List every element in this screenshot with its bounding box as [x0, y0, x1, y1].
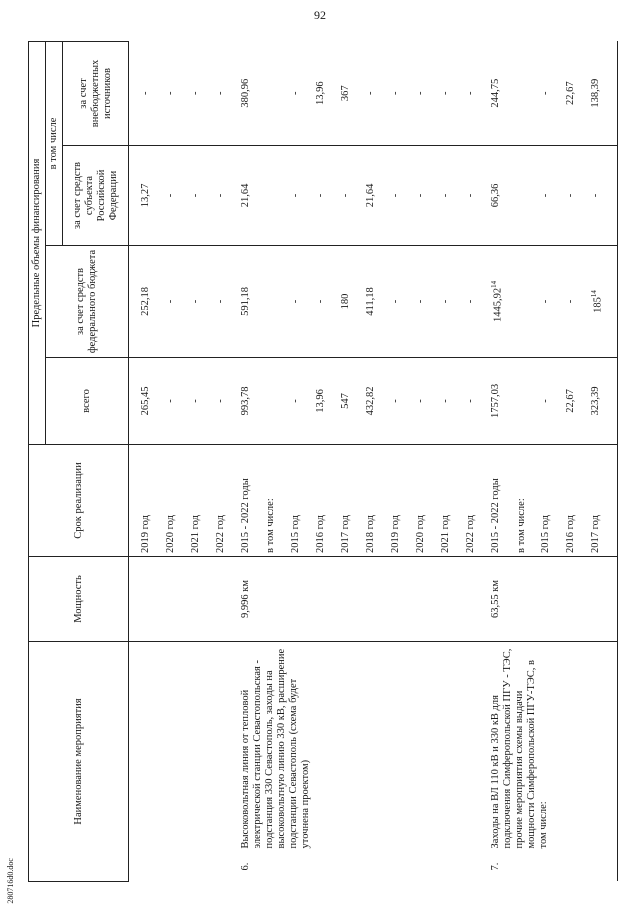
row-subject-text: - [339, 193, 351, 198]
row-subject-text: - [590, 193, 602, 198]
row-subject-text: 13,27 [140, 183, 152, 208]
row-name [490, 641, 618, 851]
row-federal [290, 245, 315, 357]
row-extra [340, 41, 365, 145]
row-period [540, 444, 565, 556]
row-extra-text: - [190, 91, 202, 95]
row-extra-text: - [364, 91, 376, 95]
row-federal-text: - [165, 299, 177, 304]
row-extra [190, 41, 215, 145]
row-federal [490, 245, 516, 357]
row-total [540, 357, 565, 444]
row-subject-text: 66,36 [489, 183, 501, 208]
row-period [565, 444, 590, 556]
row-total-text: - [439, 399, 451, 403]
row-period-text: в том числе: [515, 498, 527, 553]
row-capacity [190, 556, 215, 641]
row-total-text: 265,45 [140, 386, 152, 416]
row-extra [240, 41, 265, 145]
row-subject [565, 145, 590, 245]
row-total [240, 357, 265, 444]
row-subject [340, 145, 365, 245]
row-period [415, 444, 440, 556]
row-subject [165, 145, 190, 245]
row-subject-text: 21,64 [364, 183, 376, 208]
row-period [240, 444, 265, 556]
row-extra-text: - [414, 91, 426, 95]
row-subject-text: - [540, 193, 552, 198]
row-total-text: 993,78 [240, 386, 252, 416]
row-capacity [215, 556, 240, 641]
row-extra [215, 41, 240, 145]
row-total-text: 432,82 [364, 386, 376, 416]
row-federal-text: 252,18 [140, 287, 152, 316]
row-subject-text: - [414, 193, 426, 198]
row-total [290, 357, 315, 444]
row-federal [240, 245, 265, 357]
row-capacity-text: 9,996 км [240, 579, 252, 618]
row-capacity [240, 556, 490, 641]
row-federal-text: - [565, 299, 577, 304]
row-extra [440, 41, 465, 145]
row-extra [365, 41, 390, 145]
row-number [490, 852, 618, 882]
row-number-text: 6. [240, 862, 252, 871]
row-extra [516, 41, 541, 145]
footer-filename: 280716d0.doc [6, 858, 15, 904]
row-total [565, 357, 590, 444]
row-total [340, 357, 365, 444]
row-total-text: - [165, 399, 177, 403]
row-period-text: 2021 год [439, 515, 451, 553]
row-total-text: - [414, 399, 426, 403]
header-extra: за счет внебюджетных источников [63, 41, 129, 145]
row-federal-text: - [414, 299, 426, 304]
row-federal-text: 180 [339, 293, 351, 310]
row-total [490, 357, 516, 444]
table-row [140, 41, 165, 881]
row-federal [440, 245, 465, 357]
header-including: в том числе [46, 41, 63, 245]
row-period [290, 444, 315, 556]
row-total-text: 547 [339, 393, 351, 409]
row-extra-text: - [165, 91, 177, 95]
row-name [140, 641, 165, 851]
row-number [215, 852, 240, 882]
row-number-text: 7. [489, 862, 501, 871]
row-extra [315, 41, 340, 145]
row-subject [190, 145, 215, 245]
row-period [390, 444, 415, 556]
row-federal-text: - [289, 299, 301, 304]
row-period [465, 444, 490, 556]
row-period [340, 444, 365, 556]
row-total [190, 357, 215, 444]
footnote-marker: 14 [590, 290, 599, 298]
row-period-text: в том числе: [264, 498, 276, 553]
row-total [140, 357, 165, 444]
row-total-text: - [389, 399, 401, 403]
row-federal [465, 245, 490, 357]
row-extra [390, 41, 415, 145]
row-extra-text: 244,75 [489, 78, 501, 108]
row-total-text: 1757,03 [489, 383, 501, 419]
page-number: 92 [314, 8, 326, 22]
row-total-text: - [289, 399, 301, 403]
row-name [190, 641, 215, 851]
funding-table [28, 41, 618, 882]
row-total [590, 357, 617, 444]
row-period-text: 2020 год [414, 515, 426, 553]
row-capacity [165, 556, 190, 641]
row-period-text: 2022 год [464, 515, 476, 553]
row-extra-text: - [140, 91, 152, 95]
row-period-text: 2015 год [540, 515, 552, 553]
row-federal-text: - [314, 299, 326, 304]
header-subject: за счет средств субъекта Российской Федерации [63, 145, 129, 245]
row-subject-text: 21,64 [240, 183, 252, 208]
row-period-text: 2019 год [389, 515, 401, 553]
row-period [215, 444, 240, 556]
header-total: всего [46, 357, 129, 444]
row-period [490, 444, 516, 556]
header-name: Наименование мероприятия [29, 641, 129, 881]
table-row [240, 41, 265, 881]
row-federal [390, 245, 415, 357]
row-period [516, 444, 541, 556]
row-extra-text: 13,96 [314, 81, 326, 106]
table-body [129, 41, 618, 881]
rotated-table-region [28, 42, 618, 882]
row-period [365, 444, 390, 556]
row-period-text: 2017 год [590, 515, 602, 553]
row-capacity [490, 556, 618, 641]
row-federal [265, 245, 290, 357]
row-federal-text: - [439, 299, 451, 304]
row-total [390, 357, 415, 444]
row-subject [215, 145, 240, 245]
row-name [240, 641, 490, 851]
row-federal-text: 1445,92 [492, 287, 504, 323]
row-subject [465, 145, 490, 245]
row-federal [540, 245, 565, 357]
row-subject [265, 145, 290, 245]
row-number [165, 852, 190, 882]
row-extra [565, 41, 590, 145]
row-number [190, 852, 215, 882]
row-extra [265, 41, 290, 145]
row-subject [290, 145, 315, 245]
table-header [29, 41, 129, 881]
row-total [415, 357, 440, 444]
row-federal [565, 245, 590, 357]
row-period-text: 2017 год [339, 515, 351, 553]
row-subject [240, 145, 265, 245]
row-subject-text: - [314, 193, 326, 198]
row-period-text: 2016 год [565, 515, 577, 553]
row-name [165, 641, 190, 851]
row-subject [415, 145, 440, 245]
row-period-text: 2015 - 2022 годы [240, 478, 252, 553]
footnote-marker: 14 [489, 280, 498, 288]
row-subject-text: - [289, 193, 301, 198]
row-total-text: - [190, 399, 202, 403]
row-extra [140, 41, 165, 145]
row-federal-text: 591,18 [240, 287, 252, 316]
row-total [165, 357, 190, 444]
row-subject-text: - [165, 193, 177, 198]
row-extra-text: - [540, 91, 552, 95]
row-total [365, 357, 390, 444]
row-name-text: Высоковольтная линия от тепловой электрической станции Севастопольская - подстанция 330 Севастополь, заходы на высоковольтную линию 330 кВ, расширение подстанции Севастополь (схема будет уточнена проектом) [240, 648, 312, 849]
row-extra-text: - [215, 91, 227, 95]
row-extra-text: - [389, 91, 401, 95]
row-number [140, 852, 165, 882]
header-federal: за счет средств федерального бюджета [46, 245, 129, 357]
row-subject-text: - [389, 193, 401, 198]
row-federal [590, 245, 617, 357]
row-subject-text: - [215, 193, 227, 198]
row-extra [490, 41, 516, 145]
row-period [190, 444, 215, 556]
row-extra [290, 41, 315, 145]
row-period [440, 444, 465, 556]
row-subject [490, 145, 516, 245]
row-extra [540, 41, 565, 145]
row-subject-text: - [190, 193, 202, 198]
row-total-text: 22,67 [565, 389, 577, 413]
row-extra-text: - [439, 91, 451, 95]
row-period-text: 2021 год [190, 515, 202, 553]
row-total [440, 357, 465, 444]
row-period-text: 2015 год [289, 515, 301, 553]
row-federal [365, 245, 390, 357]
row-total-text: - [215, 399, 227, 403]
row-federal [165, 245, 190, 357]
row-extra-text: 367 [339, 85, 351, 102]
row-subject [440, 145, 465, 245]
row-subject [540, 145, 565, 245]
row-subject [390, 145, 415, 245]
row-period [140, 444, 165, 556]
row-period-text: 2022 год [215, 515, 227, 553]
row-capacity-text: 63,55 км [489, 579, 501, 618]
table-row [490, 41, 516, 881]
row-federal-text: 185 [592, 297, 604, 313]
row-federal [190, 245, 215, 357]
row-subject-text: - [565, 193, 577, 198]
row-number [240, 852, 490, 882]
row-name [215, 641, 240, 851]
row-period-text: 2019 год [140, 515, 152, 553]
row-federal [340, 245, 365, 357]
row-total [516, 357, 541, 444]
row-period [265, 444, 290, 556]
row-total [315, 357, 340, 444]
table-row [190, 41, 215, 881]
row-federal-text: - [464, 299, 476, 304]
row-federal [516, 245, 541, 357]
row-subject [516, 145, 541, 245]
row-federal-text: - [540, 299, 552, 304]
row-subject [315, 145, 340, 245]
row-total [465, 357, 490, 444]
row-federal-text: - [190, 299, 202, 304]
row-extra-text: 138,39 [590, 78, 602, 108]
header-capacity: Мощность [29, 556, 129, 641]
row-period [315, 444, 340, 556]
row-extra-text: 22,67 [565, 81, 577, 106]
row-federal [215, 245, 240, 357]
row-extra [590, 41, 617, 145]
row-period-text: 2020 год [165, 515, 177, 553]
row-subject-text: - [464, 193, 476, 198]
row-period-text: 2015 - 2022 годы [489, 478, 501, 553]
row-extra-text: - [289, 91, 301, 95]
row-total-text: - [464, 399, 476, 403]
row-federal-text: 411,18 [364, 287, 376, 316]
row-period-text: 2018 год [364, 515, 376, 553]
row-total [265, 357, 290, 444]
header-funding: Предельные объемы финансирования [29, 41, 46, 444]
row-federal [315, 245, 340, 357]
row-federal-text: - [215, 299, 227, 304]
row-extra-text: 380,96 [240, 78, 252, 108]
row-federal [415, 245, 440, 357]
row-subject-text: - [439, 193, 451, 198]
row-period [165, 444, 190, 556]
row-extra [465, 41, 490, 145]
row-federal-text: - [389, 299, 401, 304]
table-row [215, 41, 240, 881]
row-total-text: 323,39 [590, 386, 602, 416]
row-extra [165, 41, 190, 145]
row-subject [365, 145, 390, 245]
header-period: Срок реализации [29, 444, 129, 556]
row-period [590, 444, 617, 556]
row-extra [415, 41, 440, 145]
row-federal [140, 245, 165, 357]
row-subject [140, 145, 165, 245]
row-total-text: - [540, 399, 552, 403]
row-total-text: 13,96 [314, 389, 326, 413]
row-name-text: Заходы на ВЛ 110 кВ и 330 кВ для подключения Симферопольской ПГУ - ТЭС, прочие мероприятия схемы выдачи мощности Симферопольской ПГУ-ТЭС, в том числе: [489, 648, 549, 849]
row-total [215, 357, 240, 444]
row-capacity [140, 556, 165, 641]
table-row [165, 41, 190, 881]
row-subject [590, 145, 617, 245]
row-extra-text: - [464, 91, 476, 95]
row-period-text: 2016 год [314, 515, 326, 553]
